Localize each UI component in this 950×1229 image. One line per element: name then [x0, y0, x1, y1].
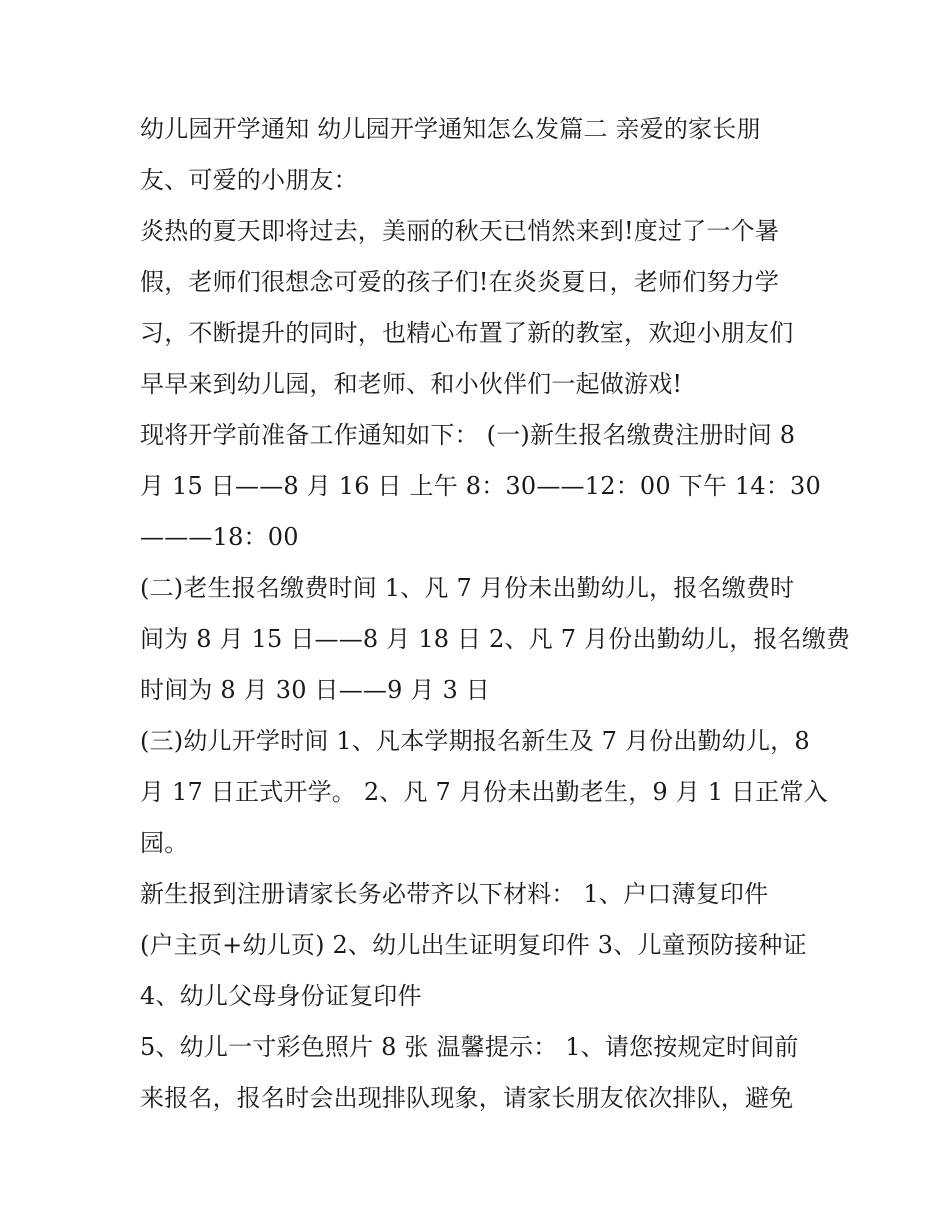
text-line: 友、可爱的小朋友：: [140, 166, 358, 194]
text-line: 炎热的夏天即将过去，美丽的秋天已悄然来到!度过了一个暑: [140, 217, 780, 245]
text-line: 月 17 日正式开学。 2、凡 7 月份未出勤老生，9 月 1 日正常入: [140, 778, 828, 806]
text-line: 时间为 8 月 30 日——9 月 3 日: [140, 676, 490, 704]
text-line: 4、幼儿父母身份证复印件: [140, 982, 422, 1010]
text-line: 来报名，报名时会出现排队现象，请家长朋友依次排队，避免: [140, 1084, 794, 1112]
text-line: 园。: [140, 829, 189, 857]
text-line: 早早来到幼儿园，和老师、和小伙伴们一起做游戏!: [140, 370, 683, 398]
text-line: ———18：00: [140, 523, 299, 551]
text-line: 新生报到注册请家长务必带齐以下材料： 1、户口薄复印件: [140, 880, 769, 908]
text-line: (二)老生报名缴费时间 1、凡 7 月份未出勤幼儿，报名缴费时: [140, 574, 795, 602]
text-line: 5、幼儿一寸彩色照片 8 张 温馨提示： 1、请您按规定时间前: [140, 1033, 799, 1061]
text-line: 间为 8 月 15 日——8 月 18 日 2、凡 7 月份出勤幼儿，报名缴费: [140, 625, 851, 653]
document-body: [140, 104, 851, 1124]
text-line: 现将开学前准备工作通知如下： (一)新生报名缴费注册时间 8: [140, 421, 796, 449]
text-line: (三)幼儿开学时间 1、凡本学期报名新生及 7 月份出勤幼儿，8: [140, 727, 810, 755]
text-line: 月 15 日——8 月 16 日 上午 8：30——12：00 下午 14：30: [140, 472, 821, 500]
text-line: 幼儿园开学通知 幼儿园开学通知怎么发篇二 亲爱的家长朋: [140, 115, 761, 143]
text-line: 假，老师们很想念可爱的孩子们!在炎炎夏日，老师们努力学: [140, 268, 780, 296]
text-line: (户主页+幼儿页) 2、幼儿出生证明复印件 3、儿童预防接种证: [140, 931, 807, 959]
text-line: 习，不断提升的同时，也精心布置了新的教室，欢迎小朋友们: [140, 319, 794, 347]
